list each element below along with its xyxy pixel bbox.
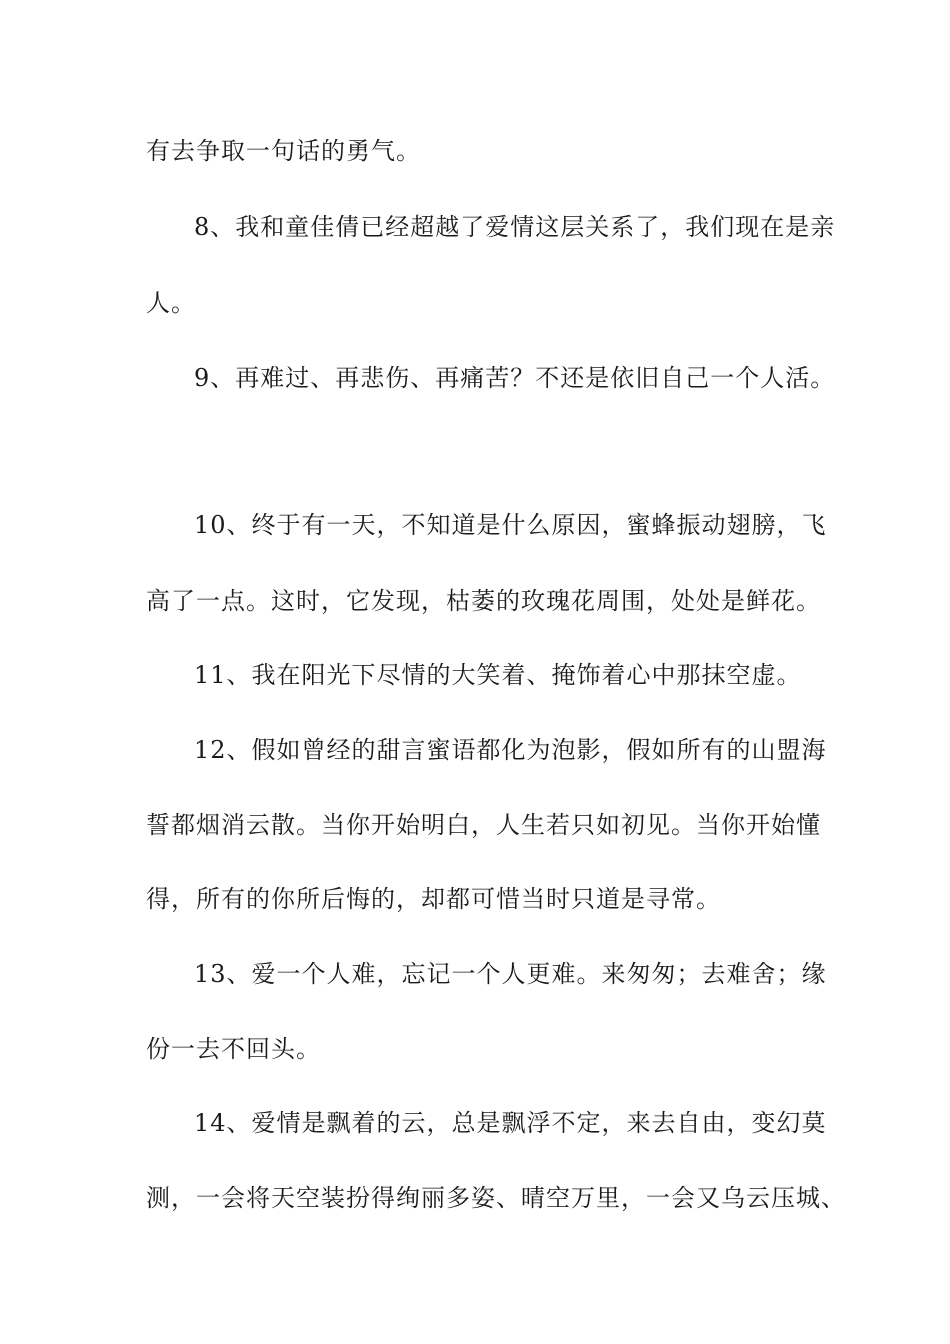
text-line-item-10: 10、终于有一天，不知道是什么原因，蜜蜂振动翅膀，飞 bbox=[194, 511, 827, 539]
text-line-item-14: 14、爱情是飘着的云，总是飘浮不定，来去自由，变幻莫 bbox=[194, 1109, 827, 1137]
text-line-item-8: 8、我和童佳倩已经超越了爱情这层关系了，我们现在是亲 bbox=[194, 213, 836, 241]
text-line-item-13: 13、爱一个人难，忘记一个人更难。来匆匆；去难舍；缘 bbox=[194, 960, 827, 988]
text-line: 有去争取一句话的勇气。 bbox=[146, 137, 421, 165]
text-line-item-11: 11、我在阳光下尽情的大笑着、掩饰着心中那抹空虚。 bbox=[194, 661, 802, 689]
text-line: 人。 bbox=[146, 289, 196, 317]
text-line: 份一去不回头。 bbox=[146, 1035, 321, 1063]
text-line: 测，一会将天空装扮得绚丽多姿、晴空万里，一会又乌云压城、 bbox=[146, 1184, 846, 1212]
text-line: 誓都烟消云散。当你开始明白，人生若只如初见。当你开始懂 bbox=[146, 811, 821, 839]
text-line-item-9: 9、再难过、再悲伤、再痛苦？不还是依旧自己一个人活。 bbox=[194, 364, 836, 392]
text-line: 高了一点。这时，它发现，枯萎的玫瑰花周围，处处是鲜花。 bbox=[146, 587, 821, 615]
text-line-item-12: 12、假如曾经的甜言蜜语都化为泡影，假如所有的山盟海 bbox=[194, 736, 827, 764]
text-line: 得，所有的你所后悔的，却都可惜当时只道是寻常。 bbox=[146, 885, 721, 913]
